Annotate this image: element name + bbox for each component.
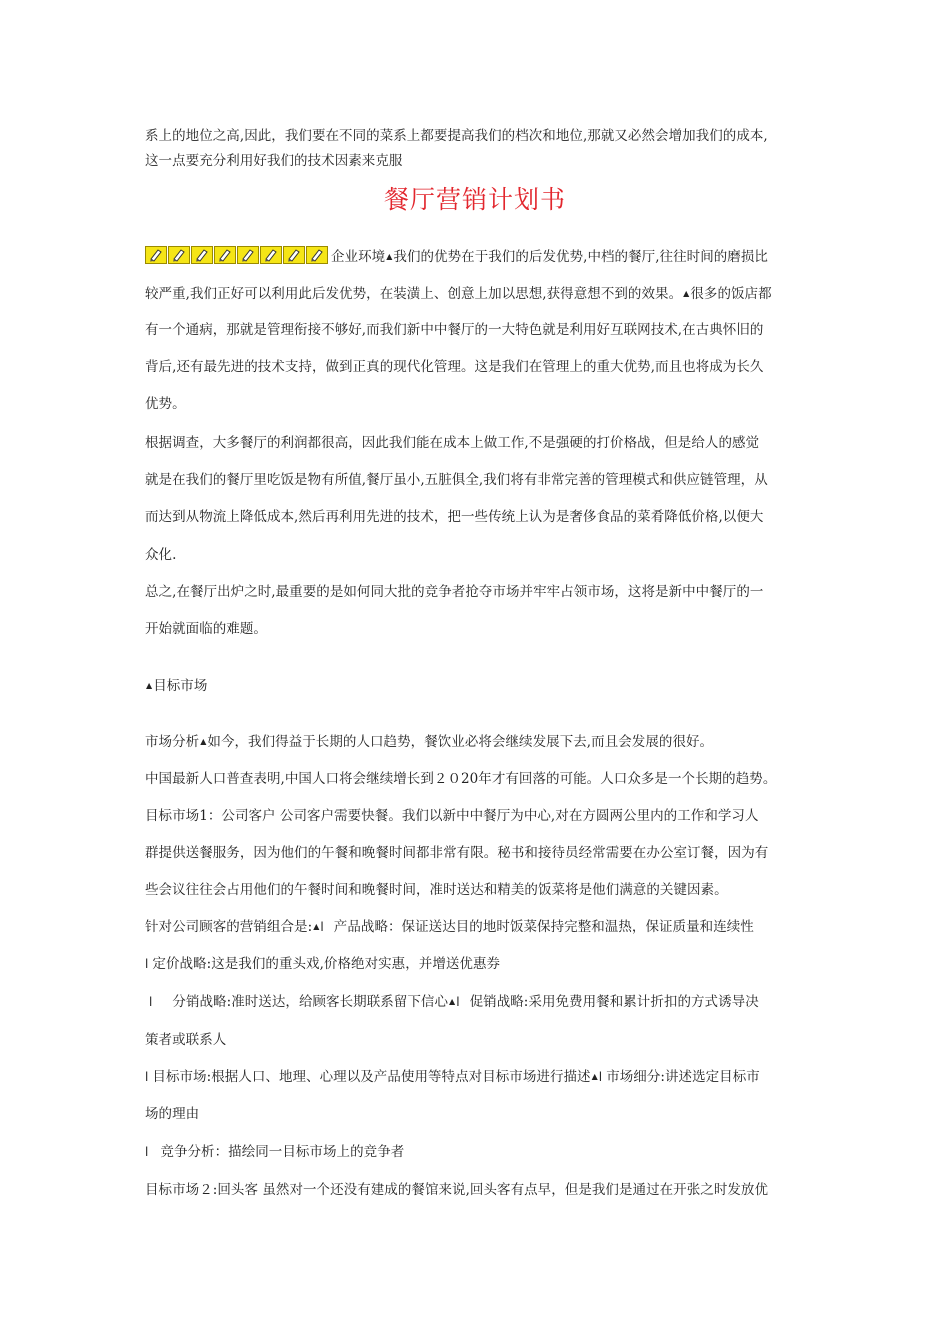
pencil-note-icon [145, 246, 167, 264]
triangle-bullet-icon: ▲ [386, 252, 393, 261]
text-line [145, 246, 768, 267]
text-line: 些会议往往会占用他们的午餐时间和晚餐时间，准时送达和精美的饭菜将是他们满意的关键因素。 [145, 882, 728, 898]
triangle-bullet-icon: ▲ [313, 922, 320, 931]
text-line [145, 954, 500, 974]
bullet-bar: l [456, 995, 460, 1009]
text-line: 众化. [145, 547, 177, 563]
text-line: 策者或联系人 [145, 1032, 227, 1048]
bullet-bar: l [145, 957, 149, 971]
pencil-note-icon [306, 246, 328, 264]
text-line: 中国最新人口普查表明,中国人口将会继续增长到２０20年才有回落的可能。人口众多是一个长期的趋势。 [145, 771, 777, 787]
text-span: 很多的饭店都 [690, 286, 772, 302]
text-line: 目标市场２:回头客 虽然对一个还没有建成的餐馆来说,回头客有点早，但是我们是通过在开张之时发放优 [145, 1182, 769, 1198]
pencil-note-icon [168, 246, 190, 264]
pencil-note-icon [260, 246, 282, 264]
bullet-bar: l [320, 920, 324, 934]
text-line [145, 732, 713, 752]
text-span: 分销战略:准时送达，给顾客长期联系留下信心 [172, 994, 448, 1010]
text-span: 较严重,我们正好可以利用此后发优势，在装潢上、创意上加以思想,获得意想不到的效果。 [145, 286, 683, 302]
triangle-bullet-icon: ▲ [200, 737, 207, 746]
bullet-bar: l [145, 1070, 149, 1084]
text-line: 优势。 [145, 396, 186, 412]
text-line [145, 1067, 760, 1087]
text-line: 目标市场1：公司客户 公司客户需要快餐。我们以新中中餐厅为中心,对在方圆两公里内的工作和学习人 [145, 808, 759, 824]
text-line [145, 284, 772, 304]
text-span: 市场细分:讲述选定目标市 [606, 1069, 760, 1085]
page-title: 餐厅营销计划书 [383, 185, 566, 214]
bullet-bar: l [145, 1145, 149, 1159]
text-span: 定价战略:这是我们的重头戏,价格绝对实惠，并增送优惠券 [152, 956, 501, 972]
text-span: 市场分析 [145, 734, 200, 750]
text-line [145, 917, 754, 937]
text-span: 竞争分析：描绘同一目标市场上的竞争者 [160, 1144, 405, 1160]
text-span: 企业环境 [331, 249, 386, 265]
section-heading [145, 676, 207, 696]
triangle-bullet-icon: ▲ [683, 289, 690, 298]
text-span: 我们的优势在于我们的后发优势,中档的餐厅,往往时间的磨损比 [393, 249, 768, 265]
text-line: 总之,在餐厅出炉之时,最重要的是如何同大批的竞争者抢夺市场并牢牢占领市场，这将是新中中餐厅的一 [145, 584, 764, 600]
text-span: 促销战略:采用免费用餐和累计折扣的方式诱导决 [469, 994, 759, 1010]
text-line: 这一点要充分利用好我们的技术因素来克服 [145, 153, 403, 169]
text-span: 如今，我们得益于长期的人口趋势，餐饮业必将会继续发展下去,而且会发展的很好。 [207, 734, 714, 750]
text-line: 系上的地位之高,因此，我们要在不同的菜系上都要提高我们的档次和地位,那就又必然会增加我们的成本, [145, 128, 768, 144]
bullet-bar: l [149, 995, 153, 1009]
triangle-bullet-icon: ▲ [146, 681, 153, 690]
text-line: 群提供送餐服务，因为他们的午餐和晚餐时间都非常有限。秘书和接待员经常需要在办公室订餐，因为有 [145, 845, 769, 861]
text-line: 背后,还有最先进的技术支持，做到正真的现代化管理。这是我们在管理上的重大优势,而且也将成为长久 [145, 359, 764, 375]
text-line: 开始就面临的难题。 [145, 621, 267, 637]
icon-strip [145, 246, 329, 264]
triangle-bullet-icon: ▲ [449, 997, 456, 1006]
bullet-bar: l [598, 1070, 603, 1084]
text-line [145, 992, 759, 1012]
text-line: 根据调查，大多餐厅的利润都很高，因此我们能在成本上做工作,不是强硬的打价格战，但是给人的感觉 [145, 435, 760, 451]
text-span: 产品战略：保证送达目的地时饭菜保持完整和温热，保证质量和连续性 [333, 919, 754, 935]
text-line: 有一个通病，那就是管理衔接不够好,而我们新中中餐厅的一大特色就是利用好互联网技术,在古典怀旧的 [145, 322, 764, 338]
pencil-note-icon [214, 246, 236, 264]
text-line: 就是在我们的餐厅里吃饭是物有所值,餐厅虽小,五脏俱全,我们将有非常完善的管理模式和供应链管理，从 [145, 472, 768, 488]
text-line [145, 1142, 404, 1162]
pencil-note-icon [191, 246, 213, 264]
pencil-note-icon [283, 246, 305, 264]
text-span: 目标市场:根据人口、地理、心理以及产品使用等特点对目标市场进行描述 [152, 1069, 591, 1085]
text-line: 而达到从物流上降低成本,然后再利用先进的技术，把一些传统上认为是奢侈食品的菜肴降低价格,以便大 [145, 509, 764, 525]
text-span: 针对公司顾客的营销组合是: [145, 919, 313, 935]
triangle-bullet-icon: ▲ [591, 1072, 598, 1081]
pencil-note-icon [237, 246, 259, 264]
text-span: 目标市场 [153, 678, 208, 694]
text-line: 场的理由 [145, 1106, 200, 1122]
